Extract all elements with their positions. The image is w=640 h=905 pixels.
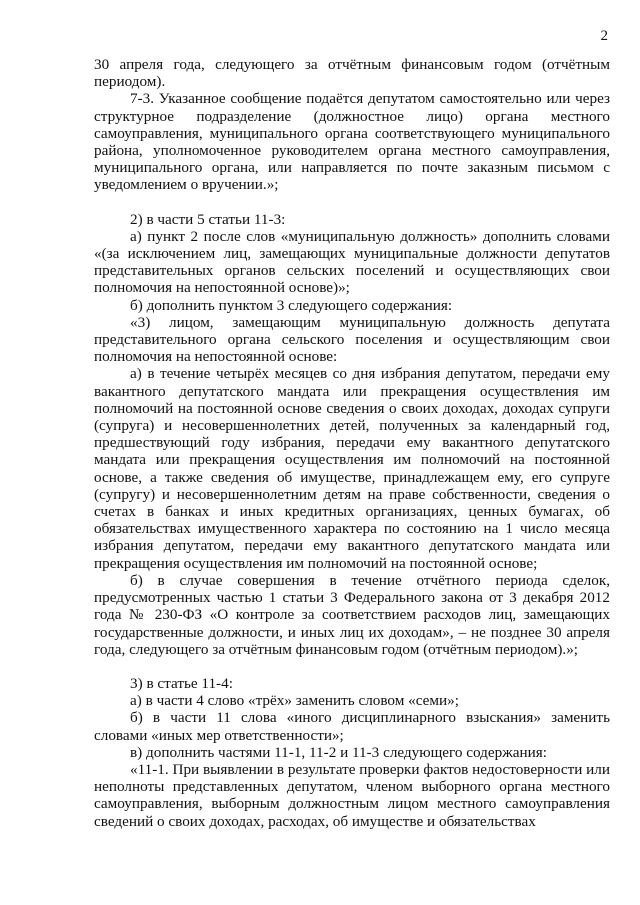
paragraph: «11-1. При выявлении в результате проверки фактов недостоверности или неполноты представленных депутатом, членом выборного органа местного самоуправления, выборным должностным лицом местного самоуправления сведений о своих доходах, расходах, об имуществе и обязательствах [94, 760, 610, 830]
paragraph: 30 апреля года, следующего за отчётным финансовым годом (отчётным периодом). [94, 56, 610, 91]
paragraph: а) в части 4 слово «трёх» заменить словом «семи»; [130, 692, 459, 710]
paragraph: 2) в части 5 статьи 11-3: [130, 210, 286, 228]
paragraph: «3) лицом, замещающим муниципальную должность депутата представительного органа сельского поселения и осуществляющим свои полномочия на непостоянной основе: [94, 313, 610, 366]
paragraph: 7-3. Указанное сообщение подаётся депутатом самостоятельно или через структурное подразделение (должностное лицо) органа местного самоуправления, муниципального органа соответствующего муниципального района, уполномоченное руководителем органа местного самоуправления, муниципального органа, или направляется по почте заказным письмом с уведомлением о вручении.»; [94, 90, 610, 194]
paragraph: б) в части 11 слова «иного дисциплинарного взыскания» заменить словами «иных мер ответственности»; [94, 709, 610, 744]
paragraph-gap [94, 658, 610, 675]
document-body [94, 56, 610, 830]
paragraph: 3) в статье 11-4: [130, 674, 233, 692]
paragraph: в) дополнить частями 11-1, 11-2 и 11-3 следующего содержания: [130, 743, 547, 761]
paragraph: а) в течение четырёх месяцев со дня избрания депутатом, передачи ему вакантного депутатского мандата или прекращения осуществления им полномочий на постоянной основе сведения о своих доходах, доходах супруги (супруга) и несовершеннолетних детей, полученных за календарный год, предшествующий году избрания, передачи ему вакантного депутатского мандата или прекращения осуществления им полномочий на постоянной основе, а также сведения об имуществе, принадлежащем ему, его супруге (супругу) и несовершеннолетним детям на праве собственности, сведения о счетах в банках и иных кредитных организациях, ценных бумагах, об обязательствах имущественного характера по состоянию на 1 число месяца избрания депутатом, передачи ему вакантного депутатского мандата или прекращения осуществления им полномочий на постоянной основе; [94, 365, 610, 572]
page-number: 2 [600, 28, 608, 44]
paragraph: а) пункт 2 после слов «муниципальную должность» дополнить словами «(за исключением лиц, замещающих муниципальные должности депутатов представительных органов сельских поселений и осуществляющих свои полномочия на непостоянной основе)»; [94, 227, 610, 297]
paragraph: б) дополнить пунктом 3 следующего содержания: [130, 296, 453, 314]
paragraph: б) в случае совершения в течение отчётного периода сделок, предусмотренных частью 1 статьи 3 Федерального закона от 3 декабря 2012 года № 230-ФЗ «О контроле за соответствием расходов лиц, замещающих государственные должности, и иных лиц их доходам», – не позднее 30 апреля года, следующего за отчётным финансовым годом (отчётным периодом).»; [94, 571, 610, 658]
paragraph-gap [94, 194, 610, 211]
